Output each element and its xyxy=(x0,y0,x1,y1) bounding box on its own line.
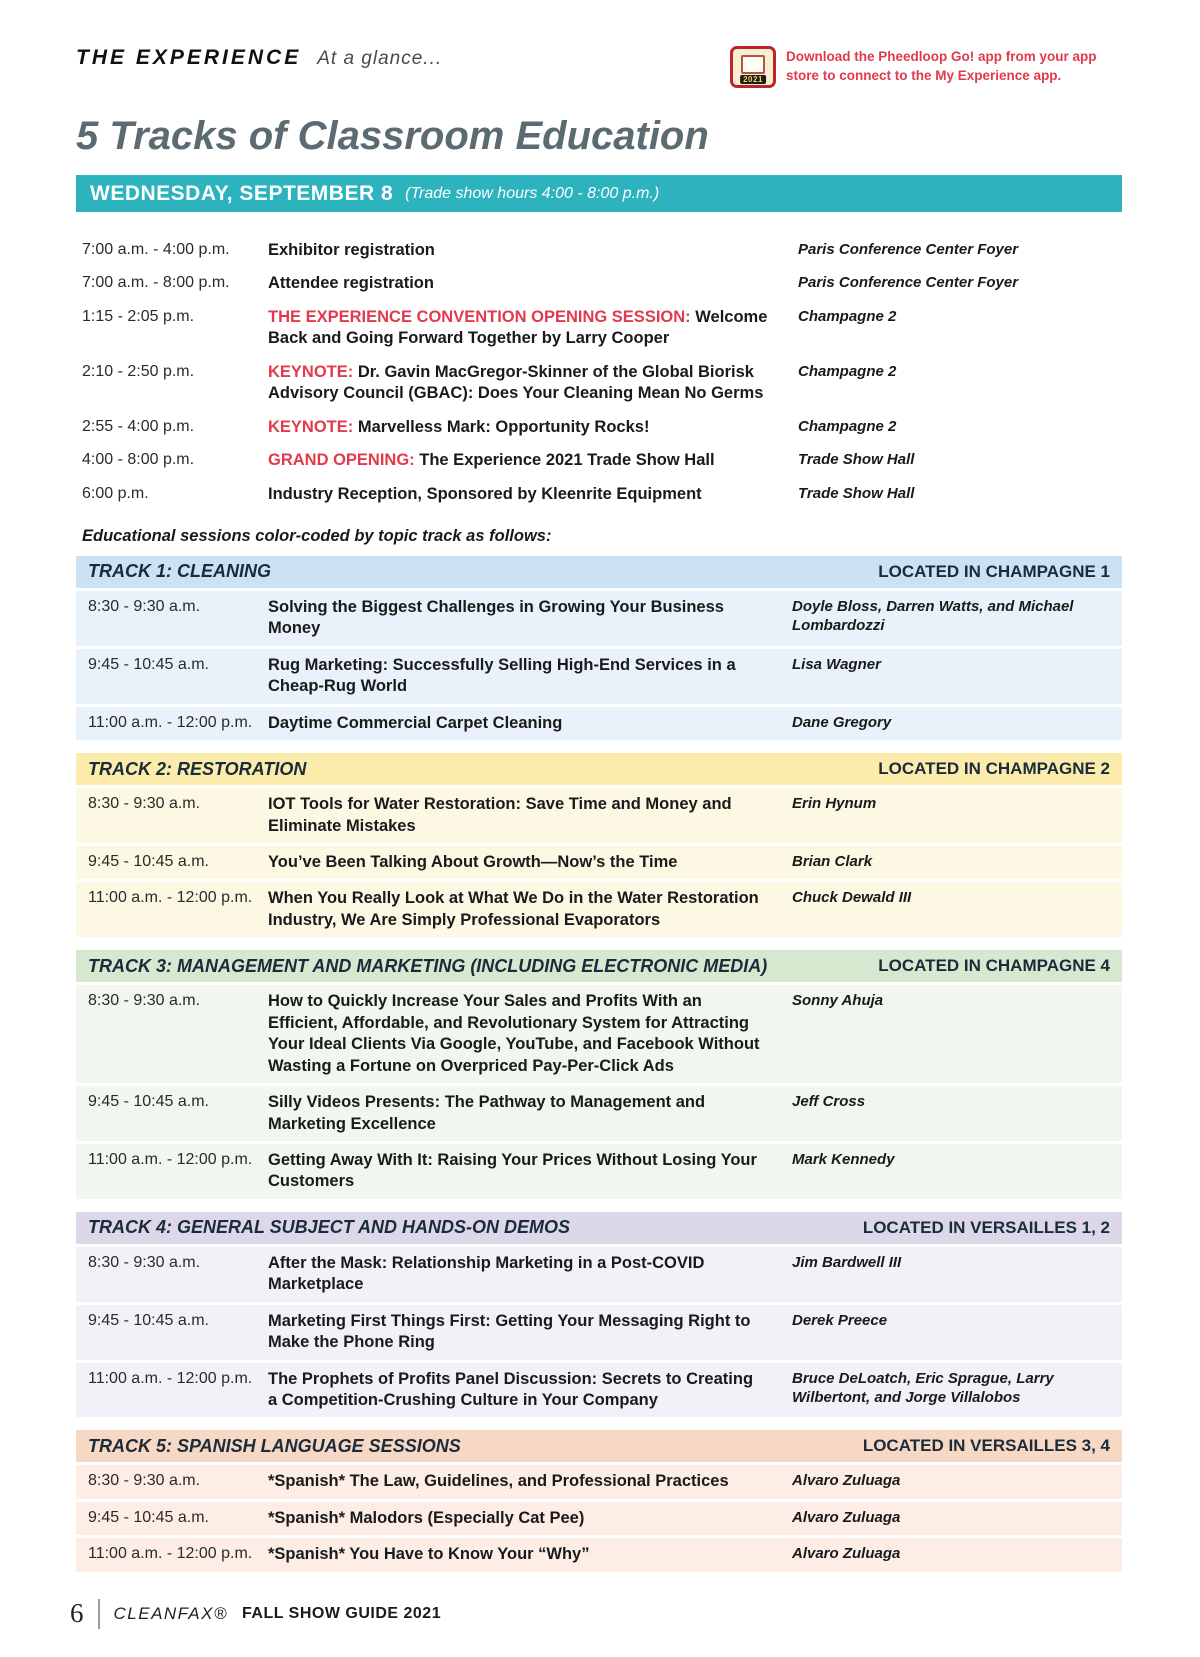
session-time: 11:00 a.m. - 12:00 p.m. xyxy=(88,889,253,907)
schedule-title-text: Marvelless Mark: Opportunity Rocks! xyxy=(357,417,650,436)
session-time: 9:45 - 10:45 a.m. xyxy=(88,1508,209,1526)
track-section-cleaning xyxy=(76,556,1122,740)
session-time: 11:00 a.m. - 12:00 p.m. xyxy=(88,1545,253,1563)
schedule-row xyxy=(82,307,1122,350)
track-section-management-marketing xyxy=(76,950,1122,1199)
pheedloop-app-icon xyxy=(730,46,776,88)
schedule-title xyxy=(268,362,798,405)
schedule-time: 6:00 p.m. xyxy=(82,484,149,502)
session-title: How to Quickly Increase Your Sales and Profits With an Efficient, Affordable, and Revolutionary System for Attracting Your Ideal Clients Via Google, YouTube, and Facebook Without Wasting a Fortune on Overpriced Pay-Per-Click Ads xyxy=(268,992,760,1075)
session-speaker: Sonny Ahuja xyxy=(792,992,884,1010)
track-session-row xyxy=(76,882,1122,937)
track-header xyxy=(76,1430,1122,1462)
schedule-title xyxy=(268,273,798,294)
schedule-title-text: Dr. Gavin MacGregor-Skinner of the Global Biorisk Advisory Council (GBAC): Does Your Cleaning Mean No Germs xyxy=(268,362,764,403)
session-speaker: Erin Hynum xyxy=(792,795,877,813)
schedule-time: 4:00 - 8:00 p.m. xyxy=(82,451,195,469)
session-speaker: Dane Gregory xyxy=(792,713,892,731)
session-time: 9:45 - 10:45 a.m. xyxy=(88,1093,209,1111)
schedule-title-text: Attendee registration xyxy=(268,274,434,293)
track-name: TRACK 2: RESTORATION xyxy=(88,758,307,779)
session-time: 8:30 - 9:30 a.m. xyxy=(88,1253,201,1271)
page-footer xyxy=(70,1598,441,1629)
track-session-row xyxy=(76,1465,1122,1498)
app-icon-year-label: 2021 xyxy=(740,75,766,84)
track-session-row xyxy=(76,846,1122,879)
track-session-row xyxy=(76,591,1122,646)
session-title: *Spanish* Malodors (Especially Cat Pee) xyxy=(268,1508,585,1527)
session-time: 9:45 - 10:45 a.m. xyxy=(88,853,209,870)
session-time: 9:45 - 10:45 a.m. xyxy=(88,655,209,673)
session-speaker: Jim Bardwell III xyxy=(792,1253,902,1271)
schedule-location: Champagne 2 xyxy=(798,307,897,325)
track-location: LOCATED IN CHAMPAGNE 2 xyxy=(878,759,1110,779)
session-speaker: Mark Kennedy xyxy=(792,1150,895,1168)
schedule-title xyxy=(268,240,798,261)
schedule-location: Paris Conference Center Foyer xyxy=(798,241,1019,258)
schedule-title-text: Welcome Back and Going Forward Together by Larry Cooper xyxy=(268,307,768,348)
track-location: LOCATED IN CHAMPAGNE 1 xyxy=(878,561,1110,581)
session-time: 11:00 a.m. - 12:00 p.m. xyxy=(88,713,253,731)
session-title: You’ve Been Talking About Growth—Now’s the Time xyxy=(268,853,678,871)
schedule-row xyxy=(82,362,1122,405)
session-speaker: Brian Clark xyxy=(792,853,873,870)
session-title: *Spanish* You Have to Know Your “Why” xyxy=(268,1545,590,1564)
session-speaker: Bruce DeLoatch, Eric Sprague, Larry Wilbertont, and Jorge Villalobos xyxy=(792,1369,1054,1407)
page-number: 6 xyxy=(70,1598,84,1628)
track-location: LOCATED IN CHAMPAGNE 4 xyxy=(878,956,1110,976)
schedule-title-text: Industry Reception, Sponsored by Kleenrite Equipment xyxy=(268,484,702,503)
track-header xyxy=(76,753,1122,785)
session-speaker: Alvaro Zuluaga xyxy=(792,1508,901,1526)
session-speaker: Chuck Dewald III xyxy=(792,889,912,907)
session-title: Rug Marketing: Successfully Selling High-End Services in a Cheap-Rug World xyxy=(268,655,736,696)
app-note-text: Download the Pheedloop Go! app from your app store to connect to the My Experience app. xyxy=(786,49,1097,83)
track-session-row xyxy=(76,1144,1122,1199)
session-title: Silly Videos Presents: The Pathway to Management and Marketing Excellence xyxy=(268,1093,706,1133)
session-time: 8:30 - 9:30 a.m. xyxy=(88,597,201,615)
session-title: Solving the Biggest Challenges in Growing Your Business Money xyxy=(268,597,724,638)
track-name: TRACK 4: GENERAL SUBJECT AND HANDS-ON DEMOS xyxy=(88,1217,571,1238)
track-location: LOCATED IN VERSAILLES 1, 2 xyxy=(862,1217,1110,1237)
schedule-row xyxy=(82,484,1122,505)
general-schedule xyxy=(76,240,1122,505)
day-banner-hours: (Trade show hours 4:00 - 8:00 p.m.) xyxy=(405,184,660,202)
track-section-restoration xyxy=(76,753,1122,937)
track-name: TRACK 3: MANAGEMENT AND MARKETING (INCLUDING ELECTRONIC MEDIA) xyxy=(88,955,768,976)
track-session-row xyxy=(76,1247,1122,1302)
schedule-location: Trade Show Hall xyxy=(798,451,915,469)
schedule-location: Champagne 2 xyxy=(798,417,897,435)
schedule-highlight: KEYNOTE: xyxy=(268,362,354,381)
schedule-row xyxy=(82,450,1122,471)
session-title: Daytime Commercial Carpet Cleaning xyxy=(268,713,563,732)
track-name: TRACK 1: CLEANING xyxy=(88,561,271,582)
session-title: After the Mask: Relationship Marketing in a Post-COVID Marketplace xyxy=(268,1253,705,1294)
schedule-title-text: Exhibitor registration xyxy=(268,241,435,259)
session-speaker: Lisa Wagner xyxy=(792,655,881,673)
footer-guide-title: FALL SHOW GUIDE 2021 xyxy=(242,1604,442,1622)
track-header xyxy=(76,556,1122,588)
session-time: 8:30 - 9:30 a.m. xyxy=(88,795,201,813)
schedule-row xyxy=(82,240,1122,261)
schedule-highlight: THE EXPERIENCE CONVENTION OPENING SESSION: xyxy=(268,307,691,326)
session-title: *Spanish* The Law, Guidelines, and Professional Practices xyxy=(268,1472,729,1491)
schedule-time: 7:00 a.m. - 8:00 p.m. xyxy=(82,274,230,292)
track-session-row xyxy=(76,1305,1122,1360)
schedule-time: 2:55 - 4:00 p.m. xyxy=(82,417,195,435)
schedule-row xyxy=(82,417,1122,438)
day-banner-day: WEDNESDAY, SEPTEMBER 8 xyxy=(90,181,394,205)
brand-tagline: At a glance... xyxy=(317,48,443,69)
brand-title: THE EXPERIENCE xyxy=(76,46,302,69)
track-header xyxy=(76,1212,1122,1244)
session-time: 11:00 a.m. - 12:00 p.m. xyxy=(88,1369,253,1387)
session-speaker: Derek Preece xyxy=(792,1311,888,1329)
track-section-general-subject xyxy=(76,1212,1122,1418)
schedule-row xyxy=(82,273,1122,294)
schedule-highlight: GRAND OPENING: xyxy=(268,451,415,470)
track-header xyxy=(76,950,1122,982)
schedule-title xyxy=(268,484,798,505)
schedule-location: Champagne 2 xyxy=(798,362,897,380)
schedule-title xyxy=(268,307,798,350)
session-time: 9:45 - 10:45 a.m. xyxy=(88,1311,209,1329)
schedule-time: 2:10 - 2:50 p.m. xyxy=(82,362,195,380)
track-session-row xyxy=(76,985,1122,1083)
track-session-row xyxy=(76,1086,1122,1141)
session-title: Getting Away With It: Raising Your Prices Without Losing Your Customers xyxy=(268,1150,757,1191)
session-speaker: Doyle Bloss, Darren Watts, and Michael Lombardozzi xyxy=(792,597,1074,635)
tracks-note: Educational sessions color-coded by topic track as follows: xyxy=(82,526,552,545)
top-bar xyxy=(76,46,1122,88)
session-speaker: Alvaro Zuluaga xyxy=(792,1472,901,1490)
track-session-row xyxy=(76,788,1122,843)
footer-brand: CLEANFAX® xyxy=(113,1603,229,1623)
track-section-spanish xyxy=(76,1430,1122,1571)
schedule-location: Paris Conference Center Foyer xyxy=(798,274,1019,292)
footer-divider xyxy=(98,1599,100,1629)
session-title: Marketing First Things First: Getting Your Messaging Right to Make the Phone Ring xyxy=(268,1311,751,1352)
track-session-row xyxy=(76,1538,1122,1571)
track-session-row xyxy=(76,707,1122,740)
session-title: The Prophets of Profits Panel Discussion: Secrets to Creating a Competition-Crushing Culture in Your Company xyxy=(268,1369,754,1409)
book-icon xyxy=(741,55,765,74)
brand-group xyxy=(76,46,442,70)
app-note xyxy=(730,46,1122,88)
schedule-time: 1:15 - 2:05 p.m. xyxy=(82,307,195,325)
track-location: LOCATED IN VERSAILLES 3, 4 xyxy=(862,1436,1110,1456)
schedule-title xyxy=(268,450,798,471)
session-time: 8:30 - 9:30 a.m. xyxy=(88,992,201,1010)
session-title: When You Really Look at What We Do in the Water Restoration Industry, We Are Simply Professional Evaporators xyxy=(268,889,759,929)
track-session-row xyxy=(76,649,1122,704)
schedule-location: Trade Show Hall xyxy=(798,484,915,502)
page-title: 5 Tracks of Classroom Education xyxy=(76,114,709,158)
track-session-row xyxy=(76,1363,1122,1418)
session-speaker: Alvaro Zuluaga xyxy=(792,1545,901,1563)
session-title: IOT Tools for Water Restoration: Save Time and Money and Eliminate Mistakes xyxy=(268,795,732,835)
schedule-time: 7:00 a.m. - 4:00 p.m. xyxy=(82,241,230,258)
day-banner xyxy=(76,175,1122,212)
session-speaker: Jeff Cross xyxy=(792,1093,866,1111)
session-time: 8:30 - 9:30 a.m. xyxy=(88,1472,201,1490)
schedule-highlight: KEYNOTE: xyxy=(268,417,354,436)
track-name: TRACK 5: SPANISH LANGUAGE SESSIONS xyxy=(88,1435,461,1456)
track-session-row xyxy=(76,1502,1122,1535)
session-time: 11:00 a.m. - 12:00 p.m. xyxy=(88,1150,253,1168)
schedule-title xyxy=(268,417,798,438)
schedule-title-text: The Experience 2021 Trade Show Hall xyxy=(419,451,715,470)
